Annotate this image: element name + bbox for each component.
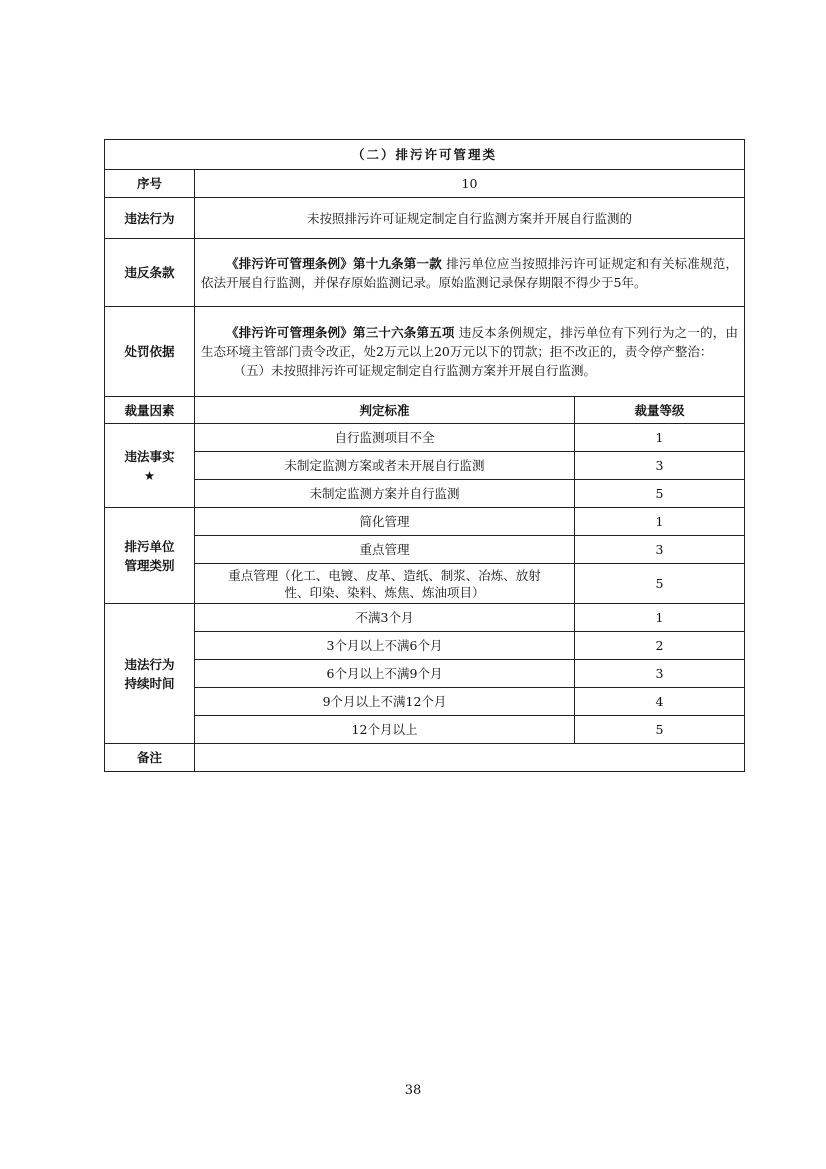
penalty-basis-item: （五）未按照排污许可证规定制定自行监测方案并开展自行监测。	[233, 363, 597, 378]
criteria-cell: 9个月以上不满12个月	[195, 688, 575, 716]
violated-clause-text: 排污单位应当按照排污许可证规定和有关标准规范，依法开展自行监测，并保存原始监测记录。原始监测记录保存期限不得少于5年。	[201, 255, 738, 290]
violation-value: 未按照排污许可证规定制定自行监测方案并开展自行监测的	[195, 198, 745, 239]
criteria-line: 重点管理（化工、电镀、皮革、造纸、制浆、冶炼、放射	[228, 567, 541, 583]
criteria-cell: 自行监测项目不全	[195, 424, 575, 452]
factor-name	[105, 604, 195, 744]
page-number: 38	[404, 1083, 422, 1098]
level-cell: 1	[575, 508, 745, 536]
factor-name-line: 持续时间	[124, 675, 175, 691]
criteria-cell	[195, 564, 575, 604]
factor-name-line: 违法行为	[124, 656, 175, 672]
level-cell: 3	[575, 536, 745, 564]
seq-value: 10	[195, 170, 745, 198]
star-icon: ★	[143, 467, 156, 483]
level-cell: 5	[575, 480, 745, 508]
criteria-cell: 不满3个月	[195, 604, 575, 632]
seq-label: 序号	[105, 170, 195, 198]
remarks-label: 备注	[105, 744, 195, 772]
section-title: （二）排污许可管理类	[105, 140, 745, 170]
level-cell: 5	[575, 564, 745, 604]
level-cell: 2	[575, 632, 745, 660]
violation-label: 违法行为	[105, 198, 195, 239]
level-cell: 3	[575, 452, 745, 480]
violated-clause-content	[195, 239, 745, 307]
level-header: 裁量等级	[575, 397, 745, 424]
factor-name	[105, 424, 195, 508]
factor-name	[105, 508, 195, 604]
criteria-cell: 未制定监测方案或者未开展自行监测	[195, 452, 575, 480]
criteria-cell: 简化管理	[195, 508, 575, 536]
criteria-line: 性、印染、染料、炼焦、炼油项目）	[284, 584, 485, 600]
factor-name-line: 违法事实	[124, 448, 175, 464]
penalty-basis-content	[195, 307, 745, 397]
penalty-basis-text: 违反本条例规定，排污单位有下列行为之一的，由生态环境主管部门责令改正，处2万元以上20万元以下的罚款；拒不改正的，责令停产整治：	[201, 325, 738, 359]
level-cell: 1	[575, 424, 745, 452]
factor-header: 裁量因素	[105, 397, 195, 424]
violated-clause-label: 违反条款	[105, 239, 195, 307]
criteria-cell: 重点管理	[195, 536, 575, 564]
level-cell: 1	[575, 604, 745, 632]
penalty-discretion-table	[104, 139, 745, 772]
level-cell: 4	[575, 688, 745, 716]
penalty-basis-label: 处罚依据	[105, 307, 195, 397]
penalty-basis-law-ref: 《排污许可管理条例》第三十六条第五项	[226, 325, 455, 340]
criteria-header: 判定标准	[195, 397, 575, 424]
criteria-cell: 12个月以上	[195, 716, 575, 744]
factor-name-line: 管理类别	[124, 557, 175, 573]
criteria-cell: 未制定监测方案并自行监测	[195, 480, 575, 508]
factor-name-line: 排污单位	[124, 538, 175, 554]
criteria-cell: 6个月以上不满9个月	[195, 660, 575, 688]
level-cell: 5	[575, 716, 745, 744]
remarks-value	[195, 744, 745, 772]
violated-clause-law-ref: 《排污许可管理条例》第十九条第一款	[226, 255, 442, 271]
level-cell: 3	[575, 660, 745, 688]
criteria-cell: 3个月以上不满6个月	[195, 632, 575, 660]
